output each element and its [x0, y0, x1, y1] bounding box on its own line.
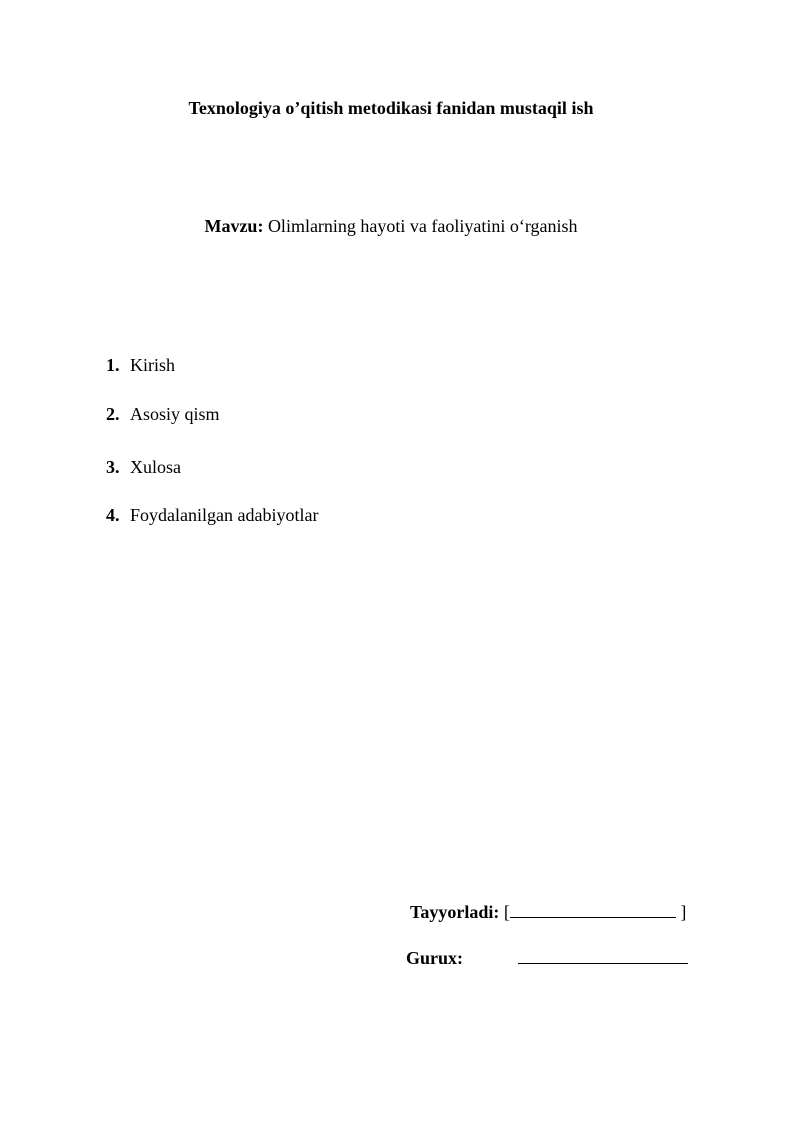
contents-item-label: Kirish	[130, 355, 175, 375]
document-title: Texnologiya o’qitish metodikasi fanidan mustaqil ish	[188, 98, 594, 118]
contents-item-label: Foydalanilgan adabiyotlar	[130, 505, 319, 525]
contents-item-number: 4.	[106, 505, 120, 525]
prepared-by-line	[410, 900, 686, 923]
group-line	[406, 946, 688, 969]
topic-label: Mavzu:	[204, 216, 264, 236]
group-label: Gurux:	[406, 948, 464, 968]
group-blank	[518, 946, 688, 964]
prepared-by-label: Tayyorladi:	[410, 902, 500, 922]
contents-item	[106, 403, 220, 425]
prepared-by-open-bracket: [	[503, 902, 510, 922]
contents-item	[106, 504, 318, 526]
prepared-by-close-bracket: ]	[680, 902, 687, 922]
contents-item-number: 2.	[106, 404, 120, 424]
contents-item-label: Asosiy qism	[130, 404, 220, 424]
contents-item-number: 1.	[106, 355, 120, 375]
topic-line	[0, 215, 782, 237]
contents-item	[106, 456, 181, 478]
prepared-by-blank	[510, 900, 676, 918]
topic-text: Olimlarning hayoti va faoliyatini o‘rganish	[267, 216, 578, 236]
contents-item-label: Xulosa	[130, 457, 181, 477]
contents-item-number: 3.	[106, 457, 120, 477]
contents-item	[106, 354, 175, 376]
